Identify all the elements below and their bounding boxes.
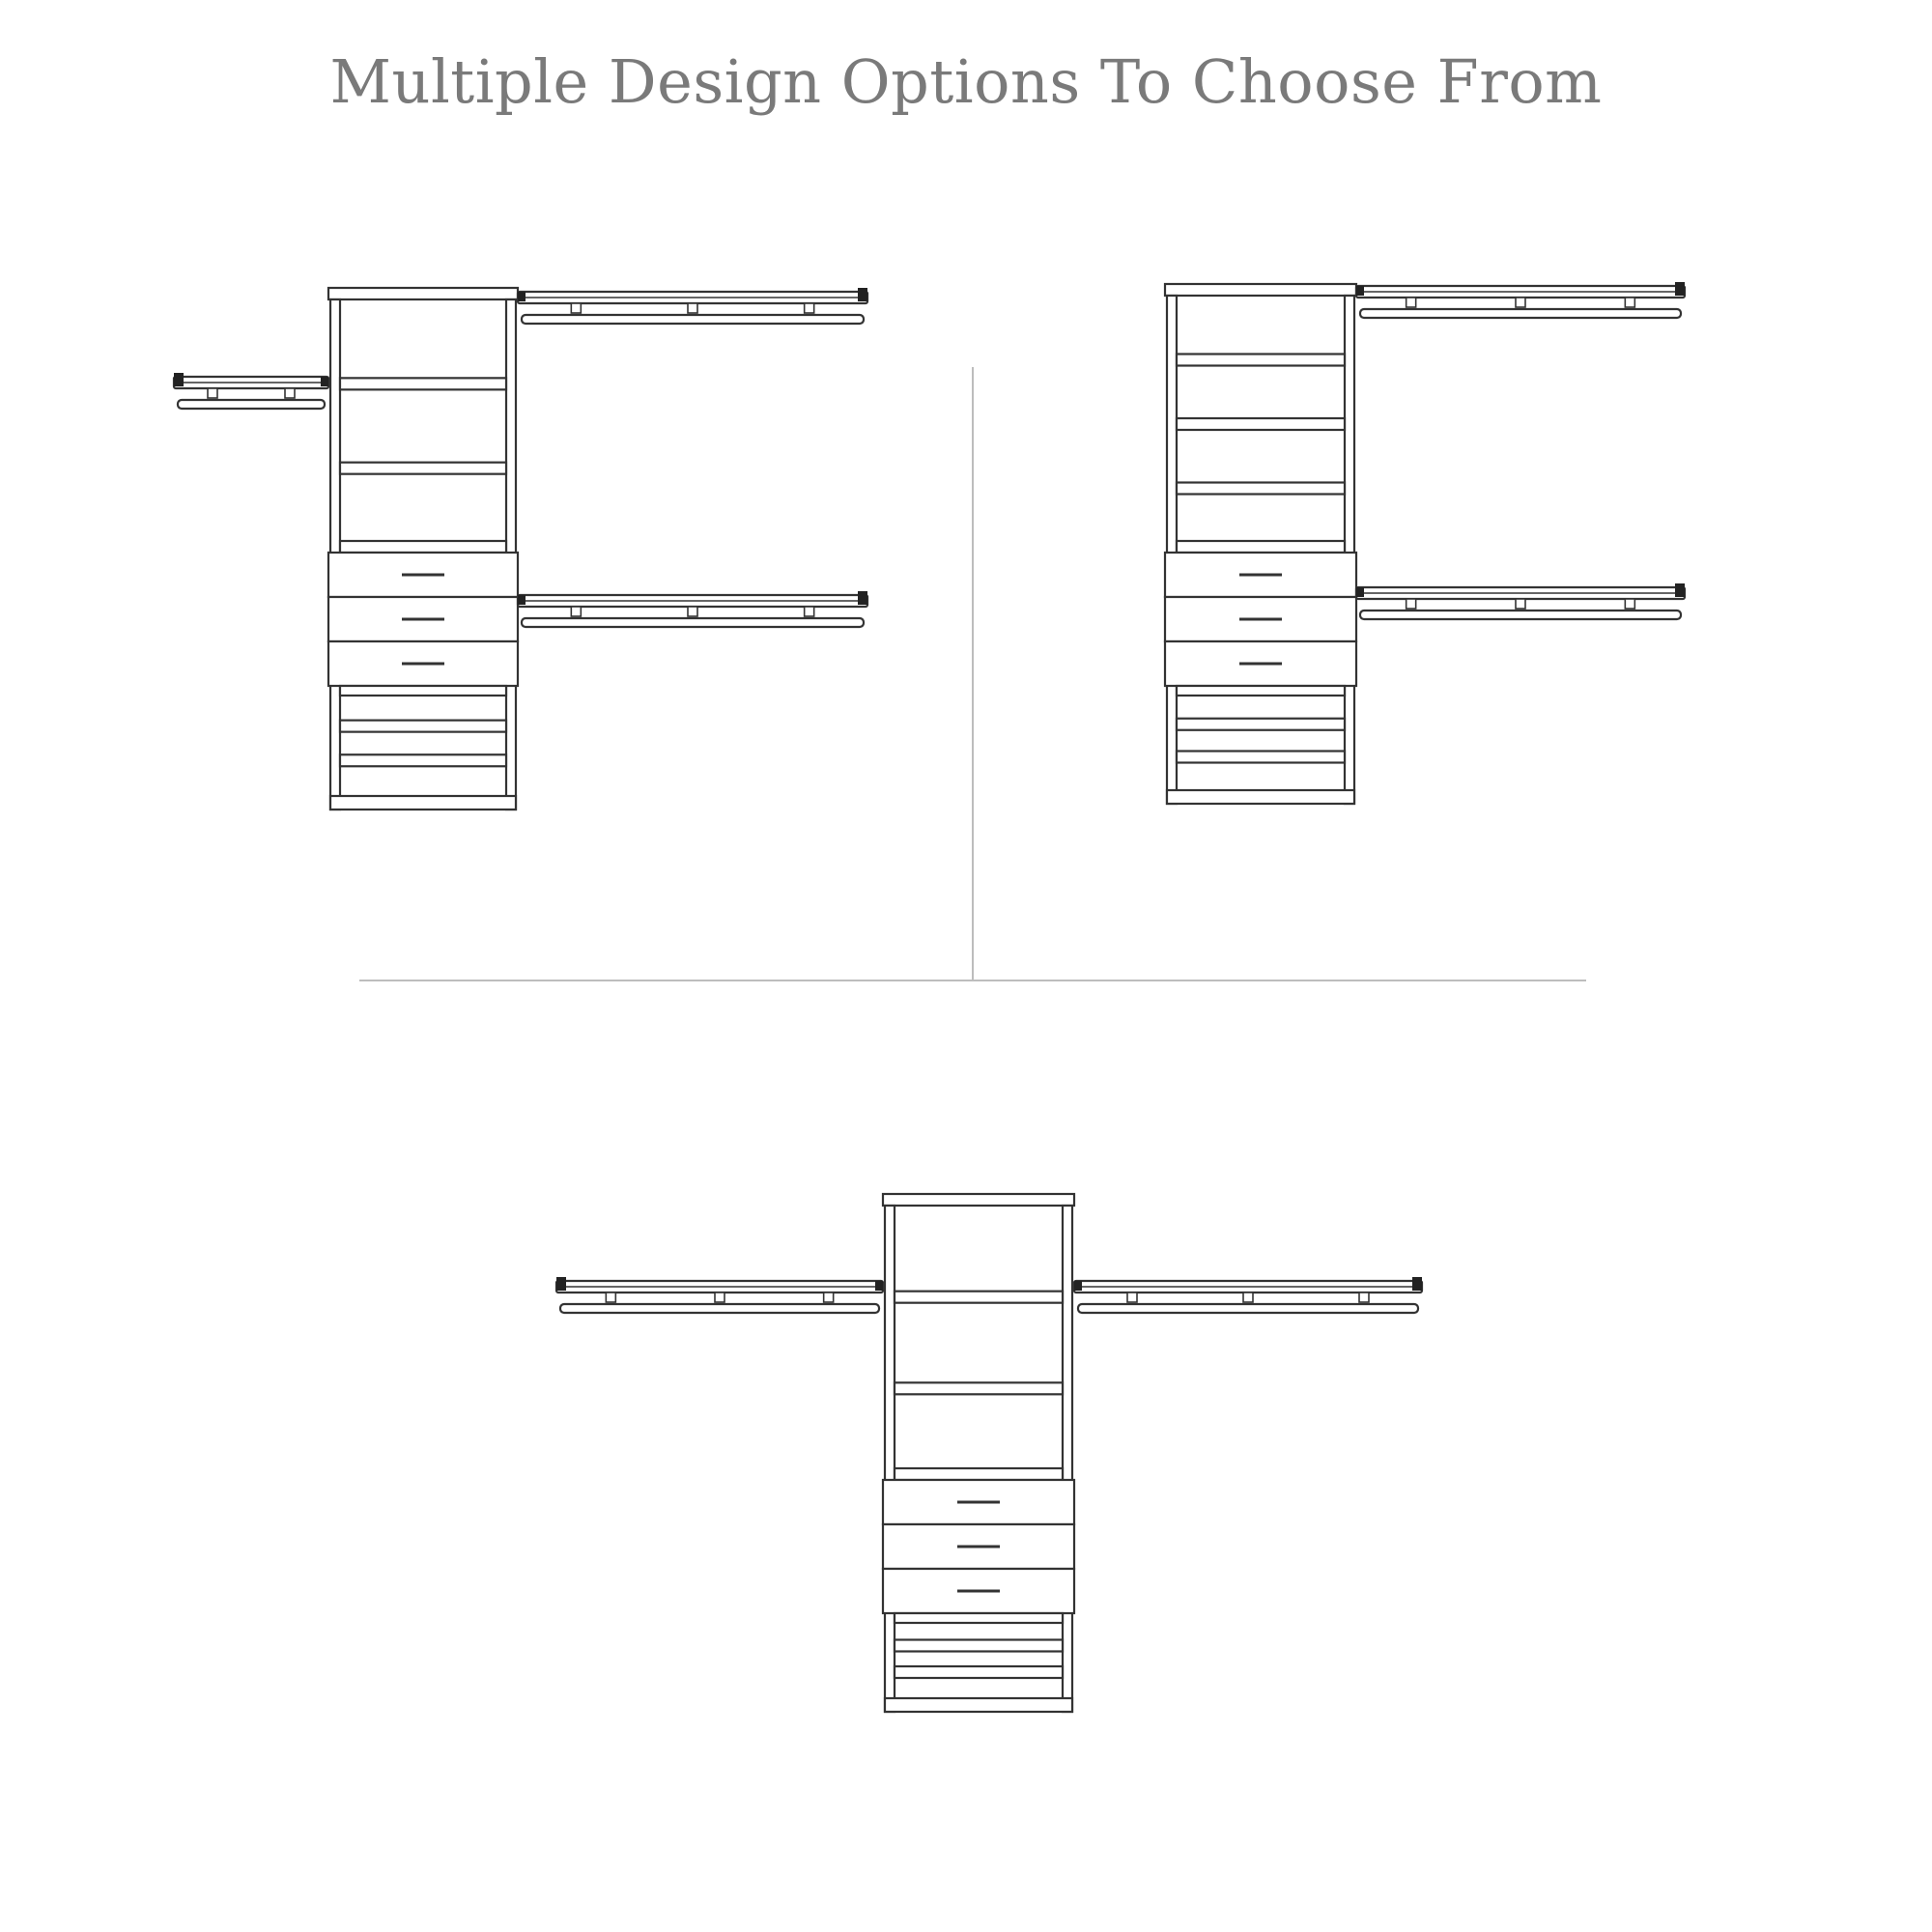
rod-hanger [1406, 599, 1416, 609]
tower-top [883, 1194, 1074, 1206]
shelf-rod-unit [1356, 282, 1685, 318]
shelf-bracket [858, 288, 867, 301]
rod-hanger [824, 1293, 834, 1302]
open-shelf [340, 721, 506, 732]
shelf-bracket [1675, 583, 1685, 597]
tower-side-right [1063, 1206, 1072, 1712]
shelf-rod-unit [518, 591, 867, 627]
drawer-bottom-shelf [895, 1613, 1063, 1623]
rod-hanger [688, 607, 697, 616]
rod-hanger [1243, 1293, 1253, 1302]
open-shelf [895, 1666, 1063, 1678]
shelf-bracket [556, 1277, 566, 1291]
open-shelf [895, 1640, 1063, 1652]
open-shelf [895, 1382, 1063, 1394]
rod-hanger [1516, 599, 1525, 609]
rod-hanger [606, 1293, 615, 1302]
drawer-bottom-shelf [1177, 686, 1345, 696]
dividers [359, 367, 1586, 980]
rod-hanger [1625, 298, 1634, 307]
open-shelf [1177, 483, 1345, 495]
design-option-1 [174, 288, 867, 810]
open-shelf [895, 1292, 1063, 1303]
hanging-rod [560, 1304, 879, 1313]
open-shelf [1177, 719, 1345, 730]
rod-hanger [571, 303, 581, 313]
open-shelf [1177, 752, 1345, 763]
rod-hanger [715, 1293, 724, 1302]
rod-hanger [688, 303, 697, 313]
page-title: Multiple Design Options To Choose From [329, 46, 1603, 117]
hanging-rod [1360, 611, 1681, 619]
design-option-3 [556, 1194, 1422, 1712]
shelf-bracket [1356, 286, 1364, 296]
design-option-2 [1165, 282, 1685, 804]
shelf-bracket [518, 292, 526, 301]
open-shelf [340, 378, 506, 389]
shelf-bracket [321, 377, 328, 386]
drawer-top-shelf [895, 1468, 1063, 1480]
hanging-rod [522, 315, 864, 324]
rod-hanger [1625, 599, 1634, 609]
rod-hanger [805, 303, 814, 313]
rod-hanger [285, 388, 295, 398]
shelf-rod-unit [1356, 583, 1685, 619]
open-shelf [340, 754, 506, 766]
rod-hanger [571, 607, 581, 616]
closet-tower [328, 288, 518, 810]
shelf-bracket [1356, 587, 1364, 597]
open-shelf [1177, 355, 1345, 366]
shelf-bracket [174, 373, 184, 386]
hanging-rod [178, 400, 325, 409]
rod-hanger [805, 607, 814, 616]
hanging-rod [1078, 1304, 1418, 1313]
shelf-bracket [1675, 282, 1685, 296]
tower-top [328, 288, 518, 299]
tower-side-left [885, 1206, 895, 1712]
tower-side-left [1167, 296, 1177, 804]
shelf-rod-unit [174, 373, 328, 409]
shelf-rod-unit [1074, 1277, 1422, 1313]
shelf-bracket [518, 595, 526, 605]
rod-hanger [208, 388, 217, 398]
shelf-bracket [875, 1281, 883, 1291]
rod-hanger [1406, 298, 1416, 307]
shelf-rod-unit [556, 1277, 883, 1313]
tower-bottom [330, 796, 516, 810]
drawer-top-shelf [340, 541, 506, 553]
closet-tower [883, 1194, 1074, 1712]
drawer-top-shelf [1177, 541, 1345, 553]
hanging-rod [522, 618, 864, 627]
shelf-rod-unit [518, 288, 867, 324]
shelf-bracket [858, 591, 867, 605]
open-shelf [340, 463, 506, 474]
tower-side-right [1345, 296, 1354, 804]
open-shelf [1177, 418, 1345, 430]
tower-bottom [885, 1698, 1072, 1712]
rod-hanger [1516, 298, 1525, 307]
rod-hanger [1127, 1293, 1137, 1302]
tower-bottom [1167, 790, 1354, 804]
shelf-bracket [1074, 1281, 1082, 1291]
hanging-rod [1360, 309, 1681, 318]
rod-hanger [1359, 1293, 1369, 1302]
tower-top [1165, 284, 1356, 296]
drawer-bottom-shelf [340, 686, 506, 696]
closet-tower [1165, 284, 1356, 804]
shelf-bracket [1412, 1277, 1422, 1291]
